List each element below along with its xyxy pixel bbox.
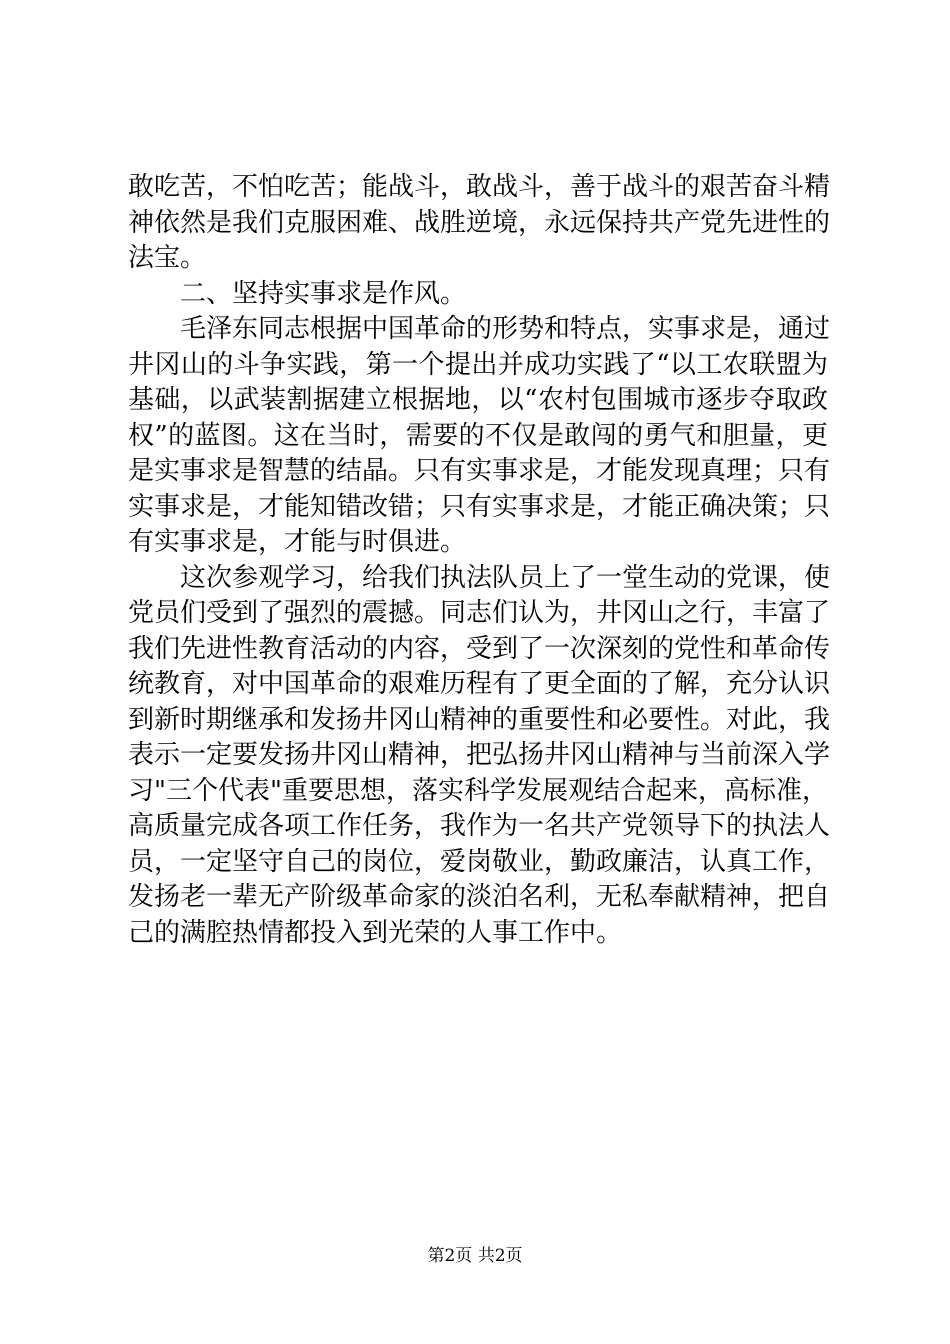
text-line: 毛泽东同志根据中国革命的形势和特点，实事求是，通过 — [180, 314, 831, 344]
document-body — [128, 170, 831, 951]
text-line: 发扬老一辈无产阶级革命家的淡泊名利，无私奉献精神，把自 — [128, 882, 831, 912]
text-line: 员，一定坚守自己的岗位，爱岗敬业，勤政廉洁，认真工作， — [128, 846, 831, 877]
text-line: 己的满腔热情都投入到光荣的人事工作中。 — [128, 917, 623, 948]
text-line: 统教育，对中国革命的艰难历程有了更全面的了解，充分认识 — [128, 669, 831, 699]
text-line: 井冈山的斗争实践，第一个提出并成功实践了“以工农联盟为 — [128, 349, 828, 380]
page-number-footer: 第2页 共2页 — [427, 1246, 523, 1266]
text-line: 这次参观学习，给我们执法队员上了一堂生动的党课，使 — [180, 562, 831, 593]
text-line: 基础，以武装割据建立根据地，以“农村包围城市逐步夺取政 — [128, 385, 828, 415]
text-line: 习"三个代表"重要思想，落实科学发展观结合起来，高标准， — [128, 775, 828, 806]
text-line: 高质量完成各项工作任务，我作为一名共产党领导下的执法人 — [128, 811, 831, 841]
text-line: 表示一定要发扬井冈山精神，把弘扬井冈山精神与当前深入学 — [128, 740, 831, 770]
text-line: 党员们受到了强烈的震撼。同志们认为，井冈山之行，丰富了 — [128, 598, 831, 628]
text-line: 法宝。 — [128, 243, 207, 273]
text-line: 到新时期继承和发扬井冈山精神的重要性和必要性。对此，我 — [128, 704, 831, 735]
text-line: 我们先进性教育活动的内容，受到了一次深刻的党性和革命传 — [128, 633, 831, 664]
text-line: 有实事求是，才能与时俱进。 — [128, 527, 467, 557]
text-line: 权”的蓝图。这在当时，需要的不仅是敢闯的勇气和胆量，更 — [128, 420, 828, 451]
text-line: 实事求是，才能知错改错；只有实事求是，才能正确决策；只 — [128, 491, 831, 522]
text-line: 敢吃苦，不怕吃苦；能战斗，敢战斗，善于战斗的艰苦奋斗精 — [128, 172, 831, 202]
text-line: 神依然是我们克服困难、战胜逆境，永远保持共产党先进性的 — [128, 207, 831, 238]
text-line: 是实事求是智慧的结晶。只有实事求是，才能发现真理；只有 — [128, 456, 831, 486]
section-heading: 二、坚持实事求是作风。 — [180, 278, 467, 309]
